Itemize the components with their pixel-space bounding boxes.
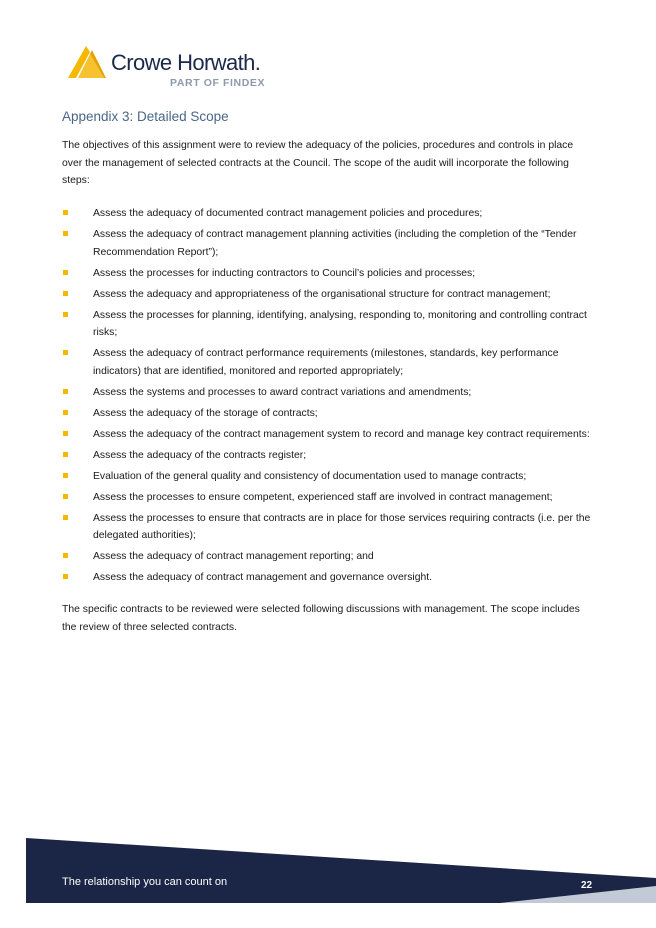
- list-item-text: Assess the adequacy of contract management and governance oversight.: [93, 572, 433, 583]
- bullet-square-icon: [63, 291, 68, 296]
- company-logo: [66, 44, 276, 94]
- bullet-square-icon: [63, 350, 68, 355]
- list-item-text: Assess the adequacy of contract management planning activities (including the completion of the “Tender Recommendation Report”);: [93, 229, 577, 258]
- bullet-square-icon: [63, 410, 68, 415]
- footer-tagline: The relationship you can count on: [62, 876, 228, 888]
- list-item-text: Assess the processes to ensure competent, experienced staff are involved in contract management;: [93, 491, 553, 503]
- logo-company-name: Crowe Horwath.: [111, 50, 261, 75]
- page-number: 22: [581, 880, 593, 891]
- bullet-square-icon: [63, 270, 68, 275]
- list-item: [62, 489, 597, 507]
- bullet-square-icon: [63, 473, 68, 478]
- list-item: [62, 510, 597, 545]
- list-item: [62, 345, 597, 380]
- list-item: [62, 226, 597, 261]
- list-item: [62, 307, 597, 342]
- list-item: [62, 468, 597, 486]
- bullet-square-icon: [63, 210, 68, 215]
- bullet-square-icon: [63, 574, 68, 579]
- list-item: [62, 569, 597, 587]
- bullet-square-icon: [63, 452, 68, 457]
- list-item-text: Assess the adequacy of contract performance requirements (milestones, standards, key performance indicators) that are identified, monitored and reported appropriately;: [93, 348, 559, 377]
- bullet-square-icon: [63, 312, 68, 317]
- bullet-square-icon: [63, 231, 68, 236]
- list-item-text: Assess the adequacy and appropriateness of the organisational structure for contract management;: [93, 288, 551, 300]
- bullet-square-icon: [63, 515, 68, 520]
- list-item: [62, 548, 597, 566]
- list-item: [62, 384, 597, 402]
- bullet-square-icon: [63, 553, 68, 558]
- list-item: [62, 426, 597, 444]
- list-item-text: Assess the processes for inducting contractors to Council’s policies and processes;: [93, 267, 476, 279]
- section-heading: Appendix 3: Detailed Scope: [62, 109, 229, 124]
- crowe-logo-mark-icon: [66, 44, 110, 84]
- list-item-text: Assess the adequacy of contract management reporting; and: [93, 551, 374, 562]
- bullet-square-icon: [63, 431, 68, 436]
- list-item-text: Assess the adequacy of documented contract management policies and procedures;: [93, 208, 483, 219]
- scope-bullet-list: [62, 205, 597, 590]
- list-item: [62, 405, 597, 423]
- list-item: [62, 447, 597, 465]
- closing-paragraph: The specific contracts to be reviewed were selected following discussions with management. The scope includes the review of three selected contracts.: [62, 604, 580, 633]
- intro-paragraph: The objectives of this assignment were to review the adequacy of the policies, procedures and controls in place over the management of selected contracts at the Council. The scope of the audit will incorporate the following steps:: [62, 140, 574, 186]
- list-item: [62, 205, 597, 223]
- list-item-text: Assess the adequacy of the storage of contracts;: [93, 407, 318, 419]
- bullet-square-icon: [63, 494, 68, 499]
- list-item-text: Evaluation of the general quality and consistency of documentation used to manage contracts;: [93, 470, 527, 482]
- list-item-text: Assess the adequacy of the contracts register;: [93, 449, 307, 461]
- bullet-square-icon: [63, 389, 68, 394]
- page-footer: [0, 832, 656, 928]
- list-item-text: Assess the processes to ensure that contracts are in place for those services requiring contracts (i.e. per the delegated authorities);: [93, 512, 591, 541]
- list-item: [62, 286, 597, 304]
- list-item: [62, 265, 597, 283]
- logo-subtitle: PART OF FINDEX: [170, 77, 266, 89]
- list-item-text: Assess the systems and processes to award contract variations and amendments;: [93, 386, 472, 398]
- list-item-text: Assess the processes for planning, identifying, analysing, responding to, monitoring and controlling contract risks;: [93, 309, 587, 338]
- list-item-text: Assess the adequacy of the contract management system to record and manage key contract requirements:: [93, 428, 590, 440]
